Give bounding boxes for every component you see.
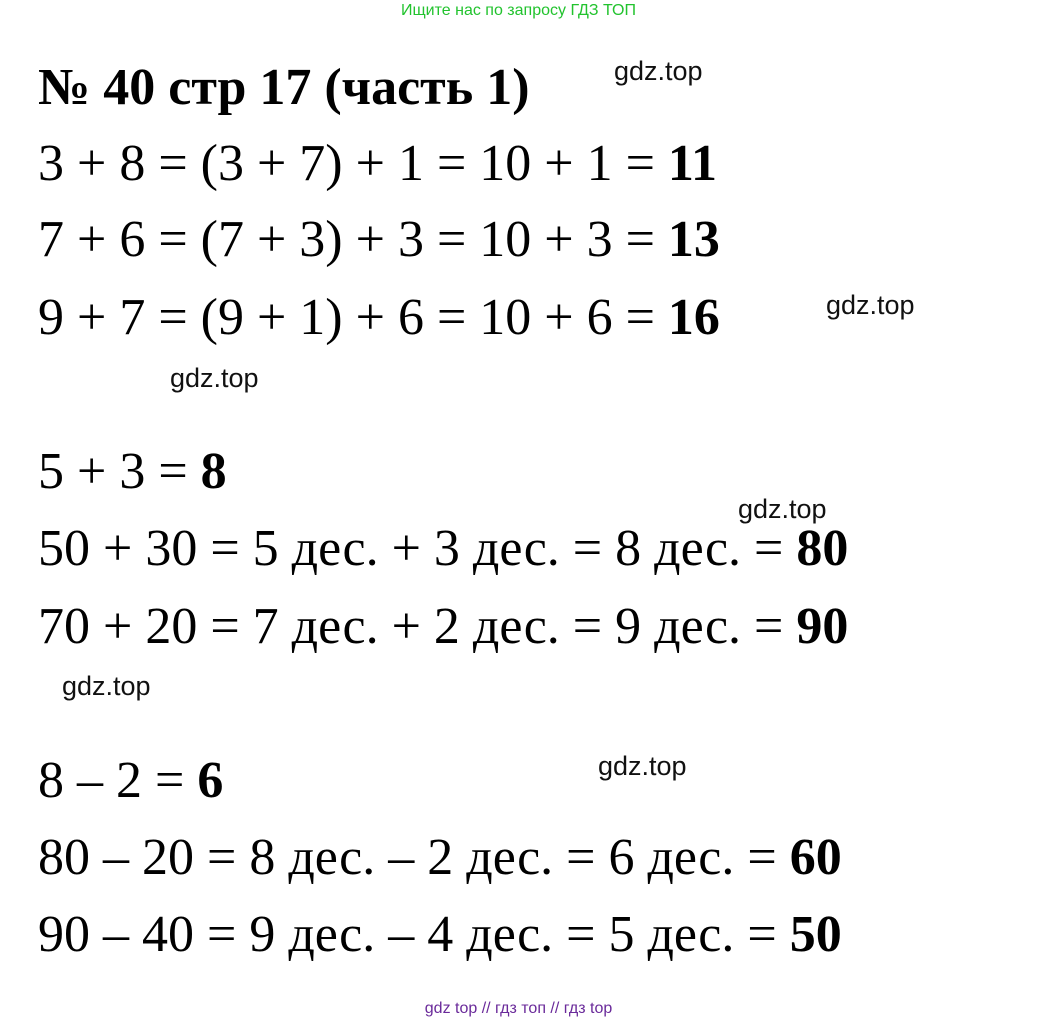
watermark: gdz.top xyxy=(738,494,827,524)
equation-expression: 8 – 2 = xyxy=(38,752,198,809)
search-banner: Ищите нас по запросу ГДЗ ТОП xyxy=(401,2,636,19)
equation-line xyxy=(38,440,227,504)
equation-answer: 11 xyxy=(667,135,718,192)
equation-expression: 7 + 6 = (7 + 3) + 3 = 10 + 3 = xyxy=(38,211,668,268)
equation-answer: 6 xyxy=(197,752,224,809)
equation-answer: 8 xyxy=(200,443,227,500)
page-title: № 40 стр 17 (часть 1) xyxy=(38,59,530,116)
watermark: gdz.top xyxy=(614,56,703,86)
equation-expression: 3 + 8 = (3 + 7) + 1 = 10 + 1 = xyxy=(38,135,668,192)
equation-expression: 50 + 30 = 5 дес. + 3 дес. = 8 дес. = xyxy=(38,520,797,577)
equation-expression: 70 + 20 = 7 дес. + 2 дес. = 9 дес. = xyxy=(38,598,797,655)
equation-expression: 5 + 3 = xyxy=(38,443,201,500)
watermark: gdz.top xyxy=(170,363,259,393)
equation-answer: 16 xyxy=(667,289,720,346)
equation-line xyxy=(38,595,848,659)
equation-line xyxy=(38,749,223,813)
equation-answer: 90 xyxy=(796,598,849,655)
equation-answer: 50 xyxy=(789,906,842,963)
watermark: gdz.top xyxy=(598,751,687,781)
equation-line xyxy=(38,286,720,350)
equation-line xyxy=(38,208,720,272)
equation-expression: 9 + 7 = (9 + 1) + 6 = 10 + 6 = xyxy=(38,289,668,346)
equation-line xyxy=(38,903,842,967)
equation-line xyxy=(38,132,717,196)
equation-line xyxy=(38,517,848,581)
equation-expression: 80 – 20 = 8 дес. – 2 дес. = 6 дес. = xyxy=(38,829,790,886)
footer-text: gdz top // гдз топ // гдз top xyxy=(424,1000,613,1017)
watermark: gdz.top xyxy=(826,290,915,320)
equation-answer: 80 xyxy=(796,520,849,577)
watermark: gdz.top xyxy=(62,671,151,701)
equation-line xyxy=(38,826,842,890)
equation-answer: 13 xyxy=(667,211,720,268)
equation-expression: 90 – 40 = 9 дес. – 4 дес. = 5 дес. = xyxy=(38,906,790,963)
equation-answer: 60 xyxy=(789,829,842,886)
